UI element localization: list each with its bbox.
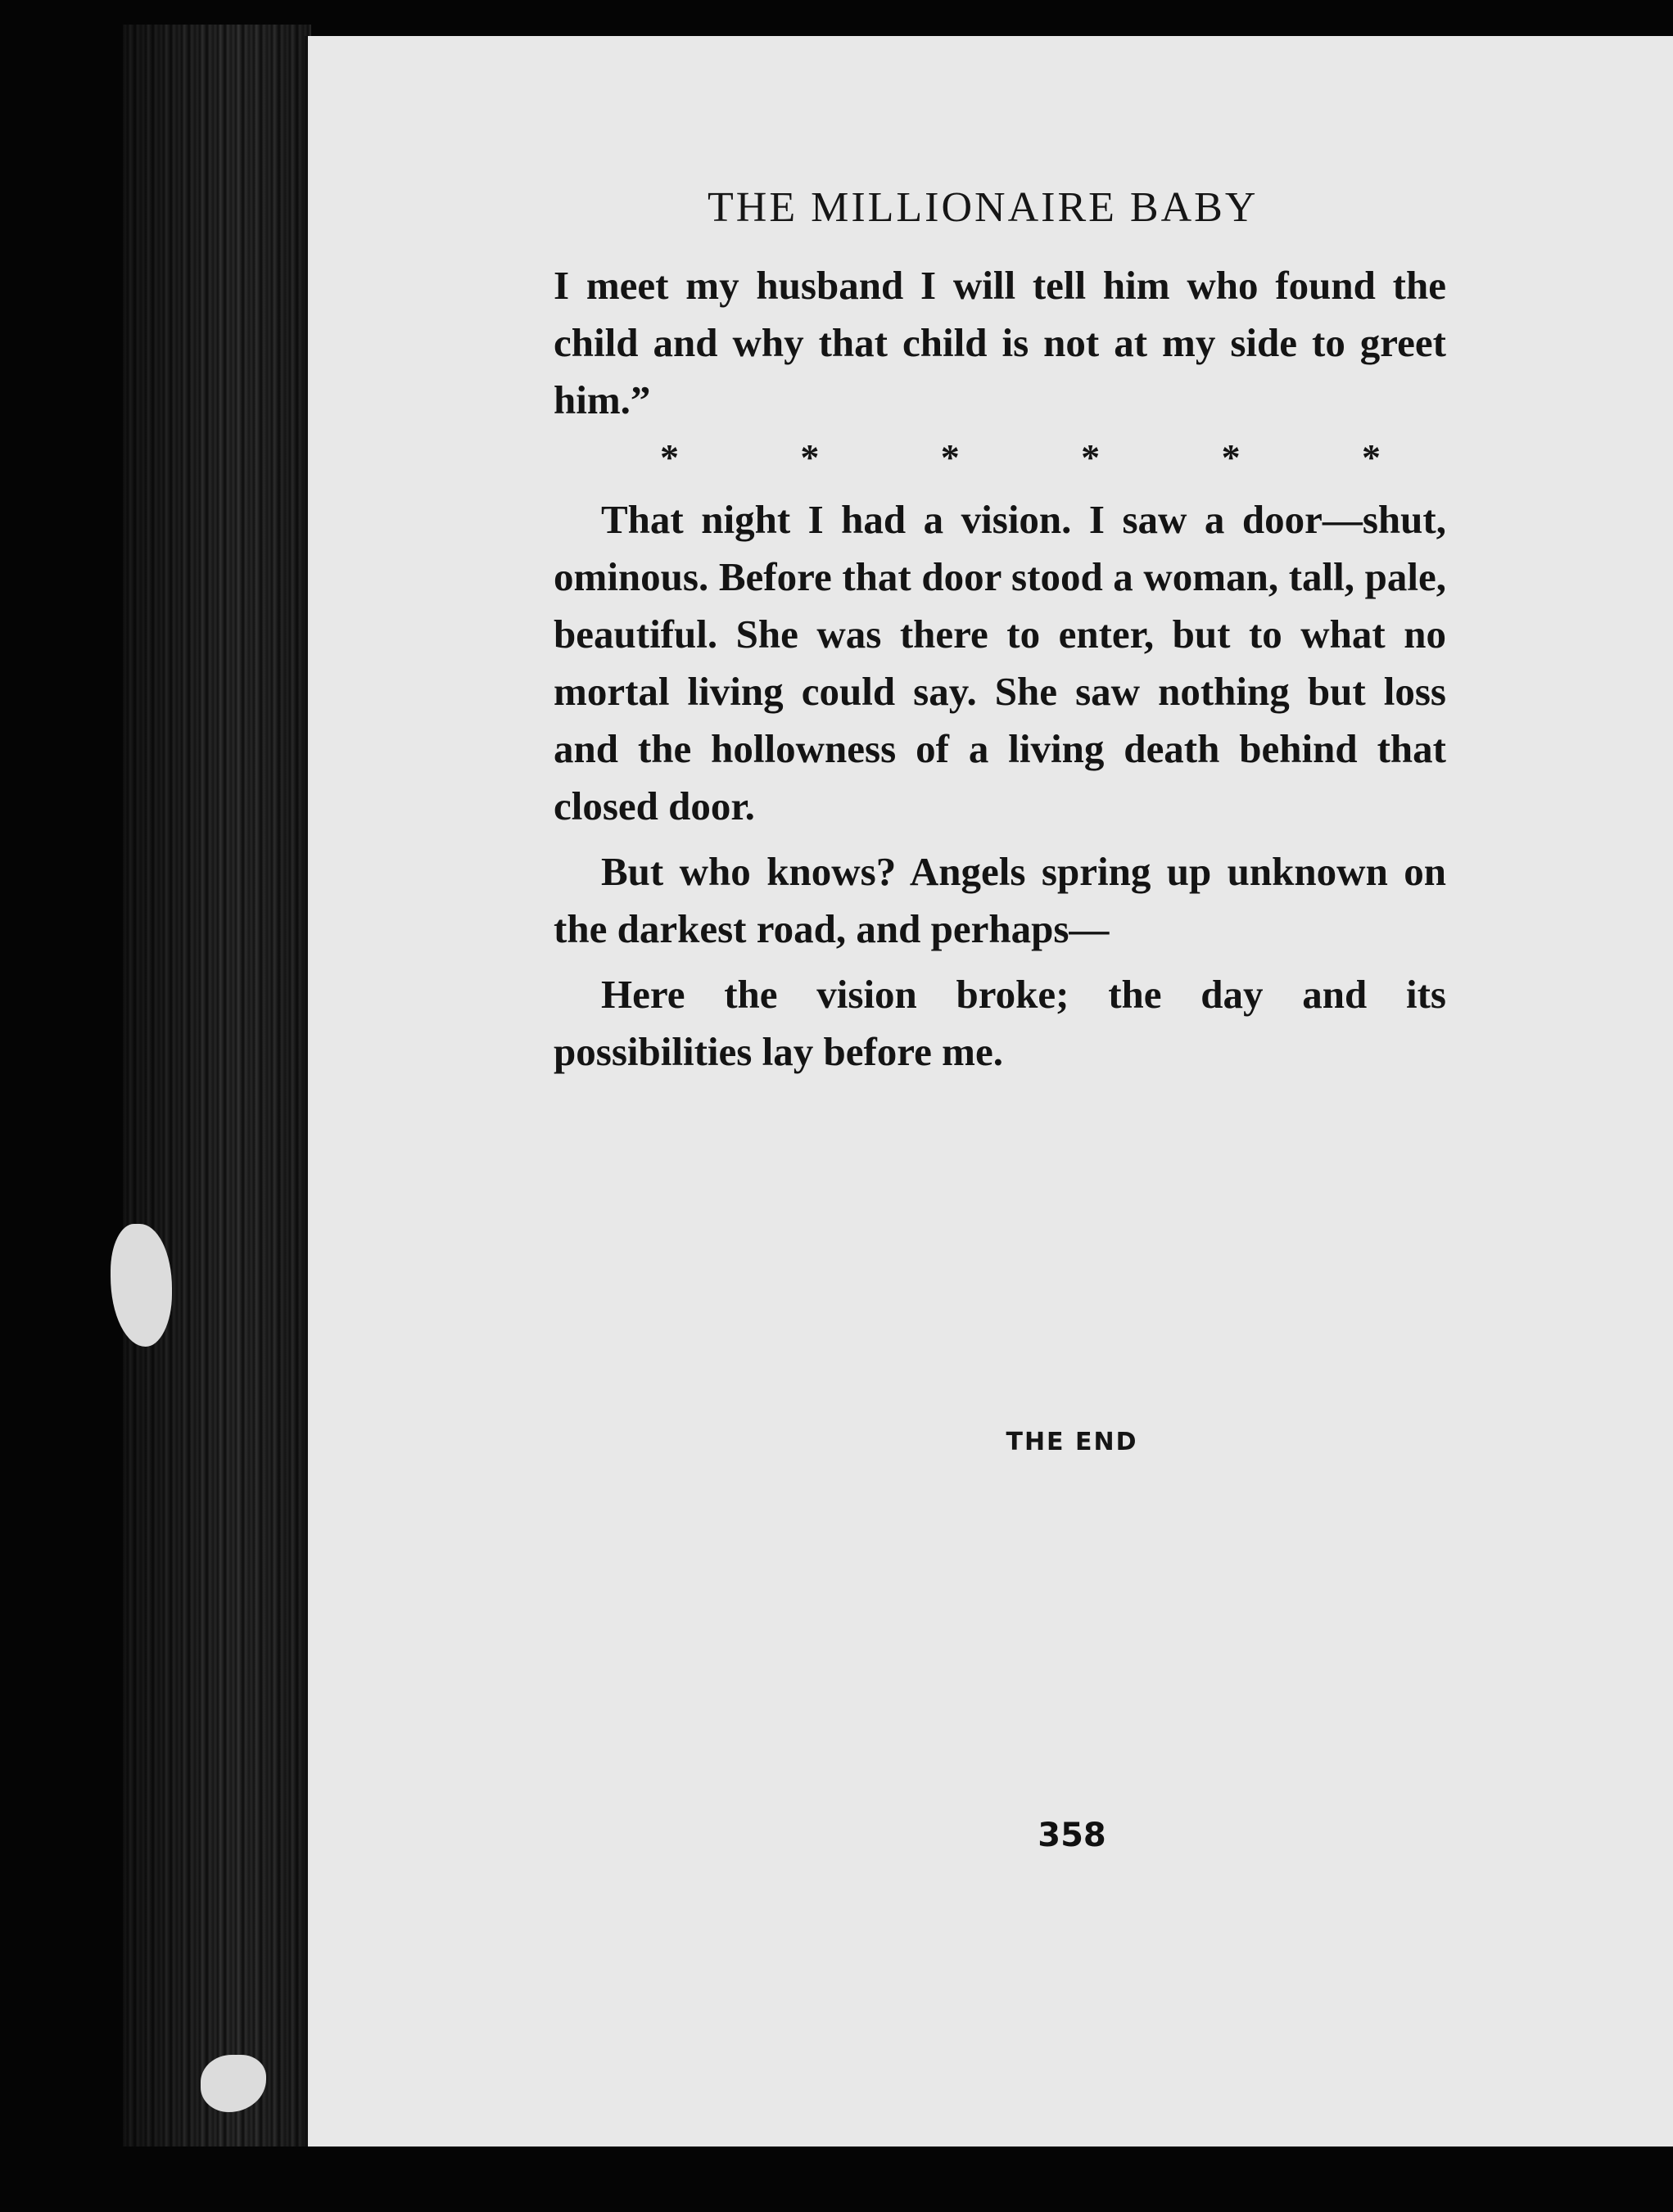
section-break-asterisk: * xyxy=(1361,436,1381,478)
page-number: 358 xyxy=(1038,1817,1106,1854)
paragraph-gap xyxy=(554,958,1446,966)
paragraph-vision: That night I had a vision. I saw a door—shut, ominous. Before that door stood a woman, tall, pale, beautiful. She was there to enter, but to what no mortal living could say. She saw nothing but loss and the hollowness of a living death behind that closed door. xyxy=(554,497,1446,828)
body-text xyxy=(554,257,1446,1081)
section-break-asterisk: * xyxy=(660,436,679,478)
paragraph-gap xyxy=(554,835,1446,843)
section-break xyxy=(554,429,1446,486)
running-head: THE MILLIONAIRE BABY xyxy=(708,184,1259,231)
section-break-asterisk: * xyxy=(1081,436,1101,478)
closing-mark: THE END xyxy=(1006,1428,1138,1456)
section-break-asterisk: * xyxy=(940,436,960,478)
section-break-asterisk: * xyxy=(1221,436,1241,478)
book-page xyxy=(305,36,1673,2147)
paragraph-angels: But who knows? Angels spring up unknown on the darkest road, and perhaps— xyxy=(554,849,1446,951)
book-fore-edge xyxy=(123,25,311,2147)
section-break-asterisk: * xyxy=(800,436,820,478)
paragraph-continued: I meet my husband I will tell him who found the child and why that child is not at my side to greet him.” xyxy=(554,263,1446,422)
paragraph-vision-broke: Here the vision broke; the day and its possibilities lay before me. xyxy=(554,972,1446,1074)
